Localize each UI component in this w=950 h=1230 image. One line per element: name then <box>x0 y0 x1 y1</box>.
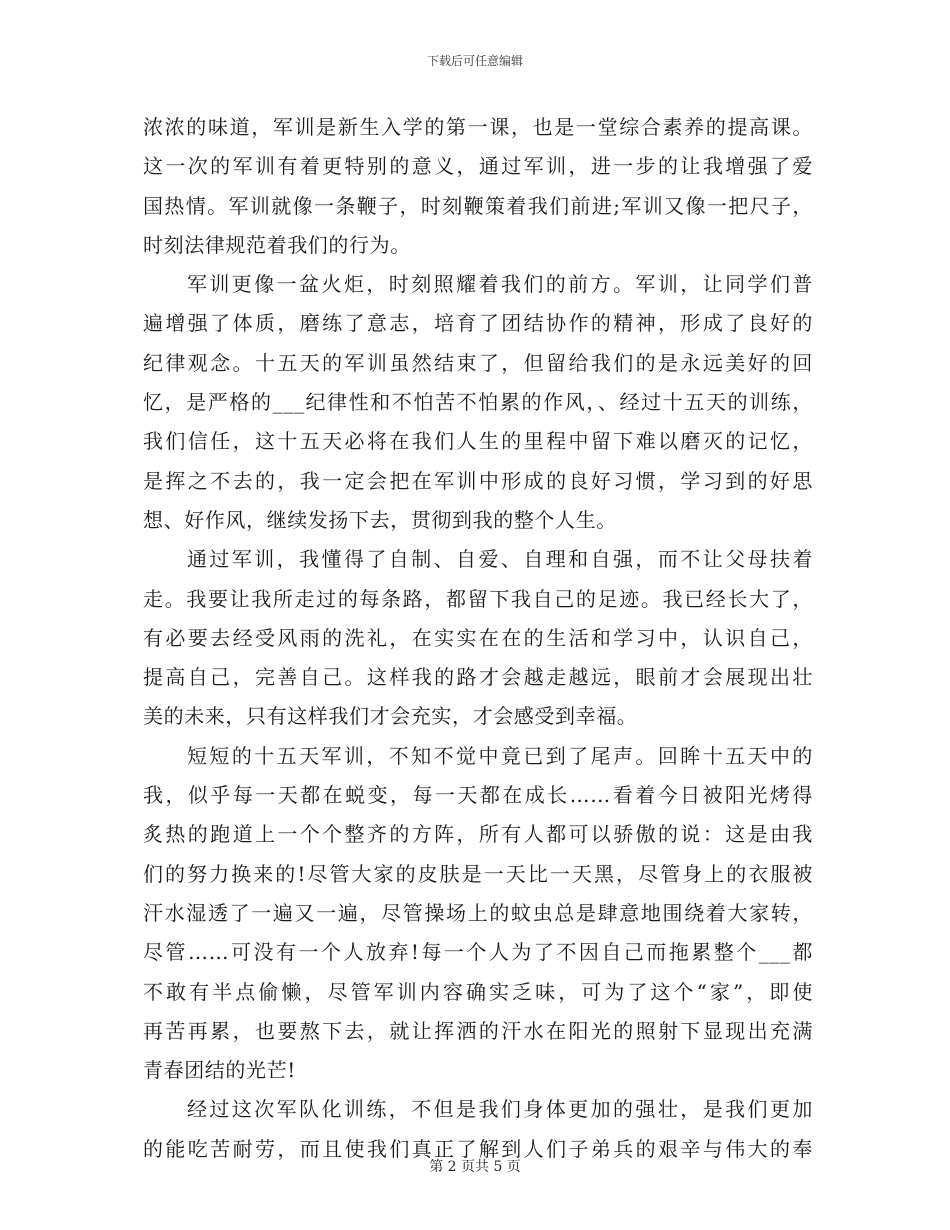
text-line: 美的未来，只有这样我们才会充实，才会感受到幸福。 <box>143 704 638 729</box>
text-line: 纪律观念。十五天的军训虽然结束了，但留给我们的是永远美好的回 <box>143 350 813 375</box>
page-number-footer: 第 2 页共 5 页 <box>429 1159 521 1175</box>
paragraph-first-line: 通过军训，我懂得了自制、自爱、自理和自强，而不让父母扶着 <box>187 547 813 572</box>
document-body <box>143 108 813 1169</box>
text-line: 浓浓的味道，军训是新生入学的第一课，也是一堂综合素养的提高课。 <box>143 115 813 139</box>
text-line: 走。我要让我所走过的每条路，都留下我自己的足迹。我已经长大了， <box>143 586 813 611</box>
text-line: 的能吃苦耐劳，而且使我们真正了解到人们子弟兵的艰辛与伟大的奉 <box>143 1136 813 1161</box>
text-line: 们的努力换来的!尽管大家的皮肤是一天比一天黑，尽管身上的衣服被 <box>143 861 813 886</box>
text-line: 我，似乎每一天都在蜕变，每一天都在成长……看着今日被阳光烤得 <box>143 783 813 808</box>
text-line: 想、好作风，继续发扬下去，贯彻到我的整个人生。 <box>143 507 617 532</box>
text-line: 青春团结的光芒! <box>143 1058 296 1083</box>
paragraph-first-line: 短短的十五天军训，不知不觉中竟已到了尾声。回眸十五天中的 <box>187 743 813 768</box>
text-line: 是挥之不去的，我一定会把在军训中形成的良好习惯，学习到的好思 <box>143 468 813 493</box>
text-line: 有必要去经受风雨的洗礼，在实实在在的生活和学习中，认识自己， <box>143 625 813 650</box>
text-line: 汗水湿透了一遍又一遍，尽管操场上的蚊虫总是肆意地围绕着大家转， <box>143 900 813 925</box>
text-line: 这一次的军训有着更特别的意义，通过军训，进一步的让我增强了爱 <box>143 154 813 179</box>
text-line: 不敢有半点偷懒，尽管军训内容确实乏味，可为了这个“家”，即使 <box>143 979 813 1004</box>
text-line: 再苦再累，也要熬下去，就让挥洒的汗水在阳光的照射下显现出充满 <box>143 1018 813 1043</box>
paragraph-first-line: 军训更像一盆火炬，时刻照耀着我们的前方。军训，让同学们普 <box>187 272 813 297</box>
text-line: 提高自己，完善自己。这样我的路才会越走越远，眼前才会展现出壮 <box>143 665 813 690</box>
page-header: 下载后可任意编辑 <box>426 54 523 68</box>
text-line: 我们信任，这十五天必将在我们人生的里程中留下难以磨灭的记忆， <box>143 429 813 454</box>
paragraph-first-line: 经过这次军队化训练，不但是我们身体更加的强壮，是我们更加 <box>187 1097 813 1122</box>
text-line: 忆，是严格的___纪律性和不怕苦不怕累的作风，、经过十五天的训练， <box>143 390 813 415</box>
text-line: 炙热的跑道上一个个整齐的方阵，所有人都可以骄傲的说：这是由我 <box>143 822 813 847</box>
text-line: 国热情。军训就像一条鞭子，时刻鞭策着我们前进;军训又像一把尺子， <box>143 193 813 218</box>
text-line: 遍增强了体质，磨练了意志，培育了团结协作的精神，形成了良好的 <box>143 311 813 336</box>
text-line: 尽管……可没有一个人放弃!每一个人为了不因自己而拖累整个___都 <box>143 940 813 965</box>
text-line: 时刻法律规范着我们的行为。 <box>143 232 411 257</box>
